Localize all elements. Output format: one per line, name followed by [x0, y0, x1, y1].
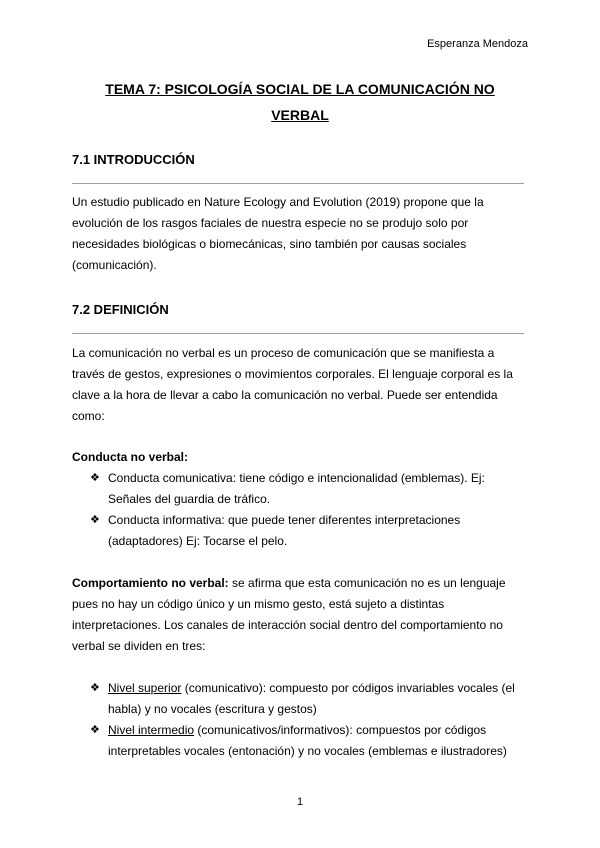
conducta-label: Conducta no verbal: — [72, 450, 189, 464]
diamond-bullet-icon: ❖ — [90, 724, 100, 736]
comportamiento-label: Comportamiento no verbal: — [72, 576, 229, 590]
nivel-description: (comunicativo): compuesto por códigos invariables vocales (el habla) y no vocales (escritura y gestos) — [108, 681, 515, 716]
section-heading-definicion: 7.2 DEFINICIÓN — [72, 302, 169, 317]
comportamiento-text: se afirma que esta comunicación no es un lenguaje pues no hay un código único y un mismo gesto, está sujeto a distintas interpretaciones. Los canales de interacción social dentro del comportamiento no verbal se dividen en tres: — [72, 576, 506, 653]
page-number: 1 — [296, 796, 304, 808]
section-heading-introduccion: 7.1 INTRODUCCIÓN — [72, 152, 195, 167]
list-item — [72, 678, 528, 720]
list-item — [72, 468, 528, 510]
nivel-description: (comunicativos/informativos): compuestos por códigos interpretables vocales (entonación) y no vocales (emblemas e ilustradores) — [108, 723, 507, 758]
document-title-line-2: VERBAL — [271, 107, 329, 123]
niveles-list — [72, 678, 528, 762]
document-title — [72, 76, 528, 128]
definition-paragraph: La comunicación no verbal es un proceso de comunicación que se manifiesta a través de gestos, expresiones o movimientos corporales. El lenguaje corporal es la clave a la hora de llevar a cabo la comunicación no verbal. Puede ser entendida como: — [72, 346, 513, 423]
conducta-list — [72, 468, 528, 552]
intro-paragraph: Un estudio publicado en Nature Ecology and Evolution (2019) propone que la evolución de los rasgos faciales de nuestra especie no se produjo solo por necesidades biológicas o biomecánicas, sino también por causas sociales (comunicación). — [72, 195, 484, 272]
diamond-bullet-icon: ❖ — [90, 472, 100, 484]
diamond-bullet-icon: ❖ — [90, 514, 100, 526]
nivel-term: Nivel intermedio — [108, 723, 195, 737]
list-item-text: Conducta informativa: que puede tener diferentes interpretaciones (adaptadores) Ej: Tocarse el pelo. — [108, 513, 461, 548]
list-item — [72, 720, 528, 762]
section-divider — [72, 183, 524, 184]
list-item-text: Conducta comunicativa: tiene código e intencionalidad (emblemas). Ej: Señales del guardia de tráfico. — [108, 471, 485, 506]
nivel-term: Nivel superior — [108, 681, 182, 695]
section-divider — [72, 333, 524, 334]
header-author: Esperanza Mendoza — [427, 38, 528, 50]
comportamiento-paragraph — [72, 573, 528, 657]
document-title-line-1: TEMA 7: PSICOLOGÍA SOCIAL DE LA COMUNICACIÓN NO — [105, 81, 495, 97]
list-item — [72, 510, 528, 552]
diamond-bullet-icon: ❖ — [90, 682, 100, 694]
